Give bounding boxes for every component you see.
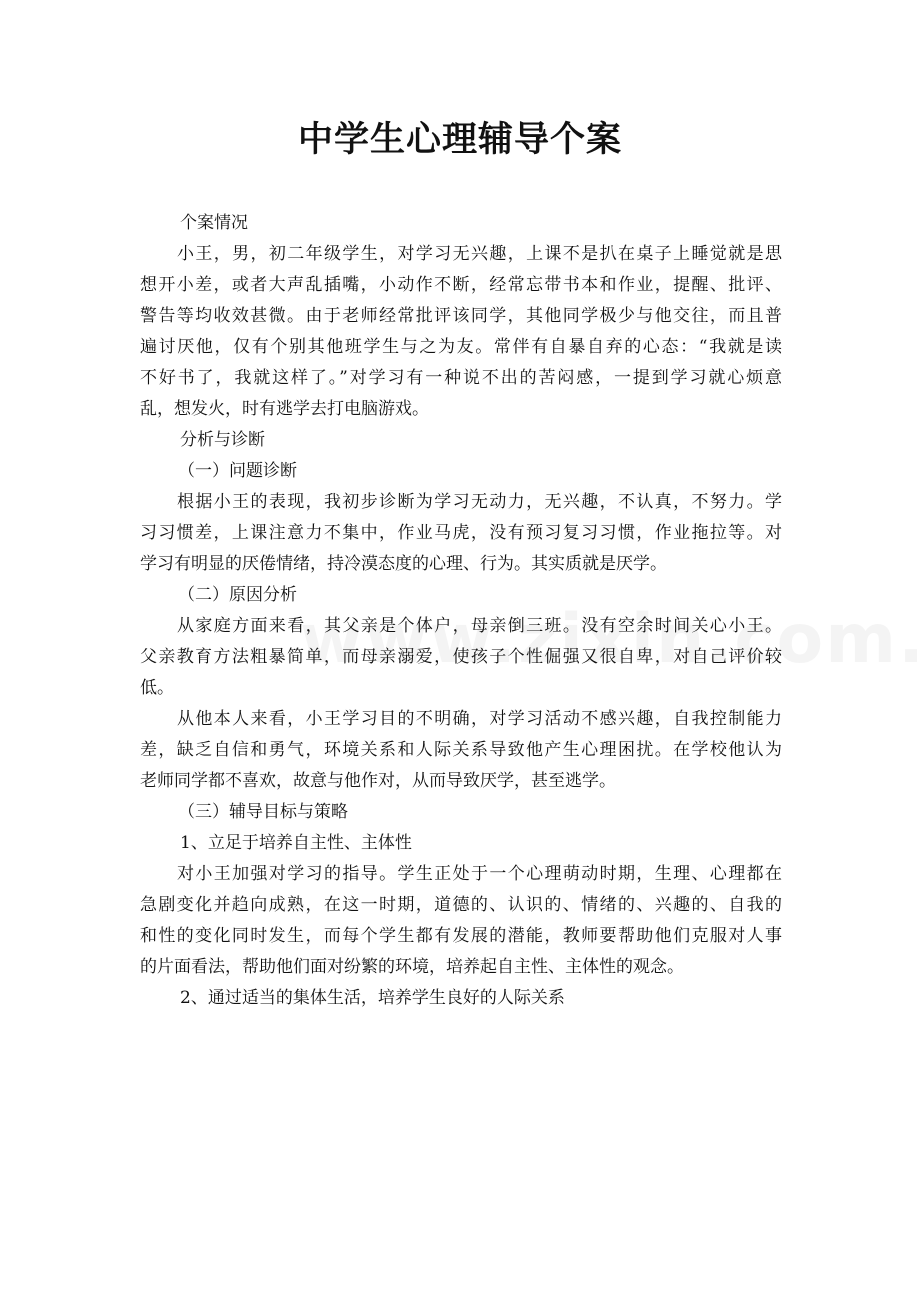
paragraph-line: 不好书了，我就这样了。”对学习有一种说不出的苦闷感，一提到学习就心烦意 bbox=[140, 368, 782, 388]
paragraph-first-line: 对小王加强对学习的指导。学生正处于一个心理萌动时期，生理、心理都在 bbox=[177, 864, 782, 884]
paragraph-line: 和性的变化同时发生，而每个学生都有发展的潜能，教师要帮助他们克服对人事 bbox=[140, 926, 782, 946]
paragraph-line: 想开小差，或者大声乱插嘴，小动作不断，经常忘带书本和作业，提醒、批评、 bbox=[140, 275, 782, 295]
paragraph-line: 急剧变化并趋向成熟，在这一时期，道德的、认识的、情绪的、兴趣的、自我的 bbox=[140, 895, 782, 915]
paragraph-line: 习习惯差，上课注意力不集中，作业马虎，没有预习复习习惯，作业拖拉等。对 bbox=[140, 523, 782, 543]
paragraph-first-line: 根据小王的表现，我初步诊断为学习无动力，无兴趣，不认真，不努力。学 bbox=[177, 492, 782, 512]
document-title: 中学生心理辅导个案 bbox=[297, 120, 622, 160]
subsection-heading: （二）原因分析 bbox=[178, 585, 297, 605]
paragraph-line: 父亲教育方法粗暴简单，而母亲溺爱，使孩子个性倔强又很自卑，对自己评价较 bbox=[140, 647, 782, 667]
subsection-heading: （一）问题诊断 bbox=[178, 461, 297, 481]
section-heading: 2、通过适当的集体生活，培养学生良好的人际关系 bbox=[180, 988, 565, 1008]
paragraph-line: 差，缺乏自信和勇气，环境关系和人际关系导致他产生心理困扰。在学校他认为 bbox=[140, 740, 782, 760]
paragraph-last-line: 低。 bbox=[140, 678, 174, 698]
section-heading: 1、立足于培养自主性、主体性 bbox=[180, 833, 412, 853]
subsection-heading: （三）辅导目标与策略 bbox=[178, 802, 348, 822]
paragraph-last-line: 老师同学都不喜欢，故意与他作对，从而导致厌学，甚至逃学。 bbox=[140, 771, 616, 791]
section-heading: 分析与诊断 bbox=[180, 430, 265, 450]
document-body bbox=[140, 208, 782, 1014]
paragraph-line: 警告等均收效甚微。由于老师经常批评该同学，其他同学极少与他交往，而且普 bbox=[140, 306, 782, 326]
section-heading: 个案情况 bbox=[180, 213, 248, 233]
paragraph-last-line: 的片面看法，帮助他们面对纷繁的环境，培养起自主性、主体性的观念。 bbox=[140, 957, 684, 977]
paragraph-first-line: 小王，男，初二年级学生，对学习无兴趣，上课不是扒在桌子上睡觉就是思 bbox=[177, 244, 782, 264]
paragraph-first-line: 从家庭方面来看，其父亲是个体户，母亲倒三班。没有空余时间关心小王。 bbox=[177, 616, 782, 636]
paragraph-last-line: 学习有明显的厌倦情绪，持冷漠态度的心理、行为。其实质就是厌学。 bbox=[140, 554, 667, 574]
paragraph-line: 遍讨厌他，仅有个别其他班学生与之为友。常伴有自暴自弃的心态：“我就是读 bbox=[140, 337, 782, 357]
paragraph-last-line: 乱，想发火，时有逃学去打电脑游戏。 bbox=[140, 399, 429, 419]
paragraph-first-line: 从他本人来看，小王学习目的不明确，对学习活动不感兴趣，自我控制能力 bbox=[177, 709, 782, 729]
